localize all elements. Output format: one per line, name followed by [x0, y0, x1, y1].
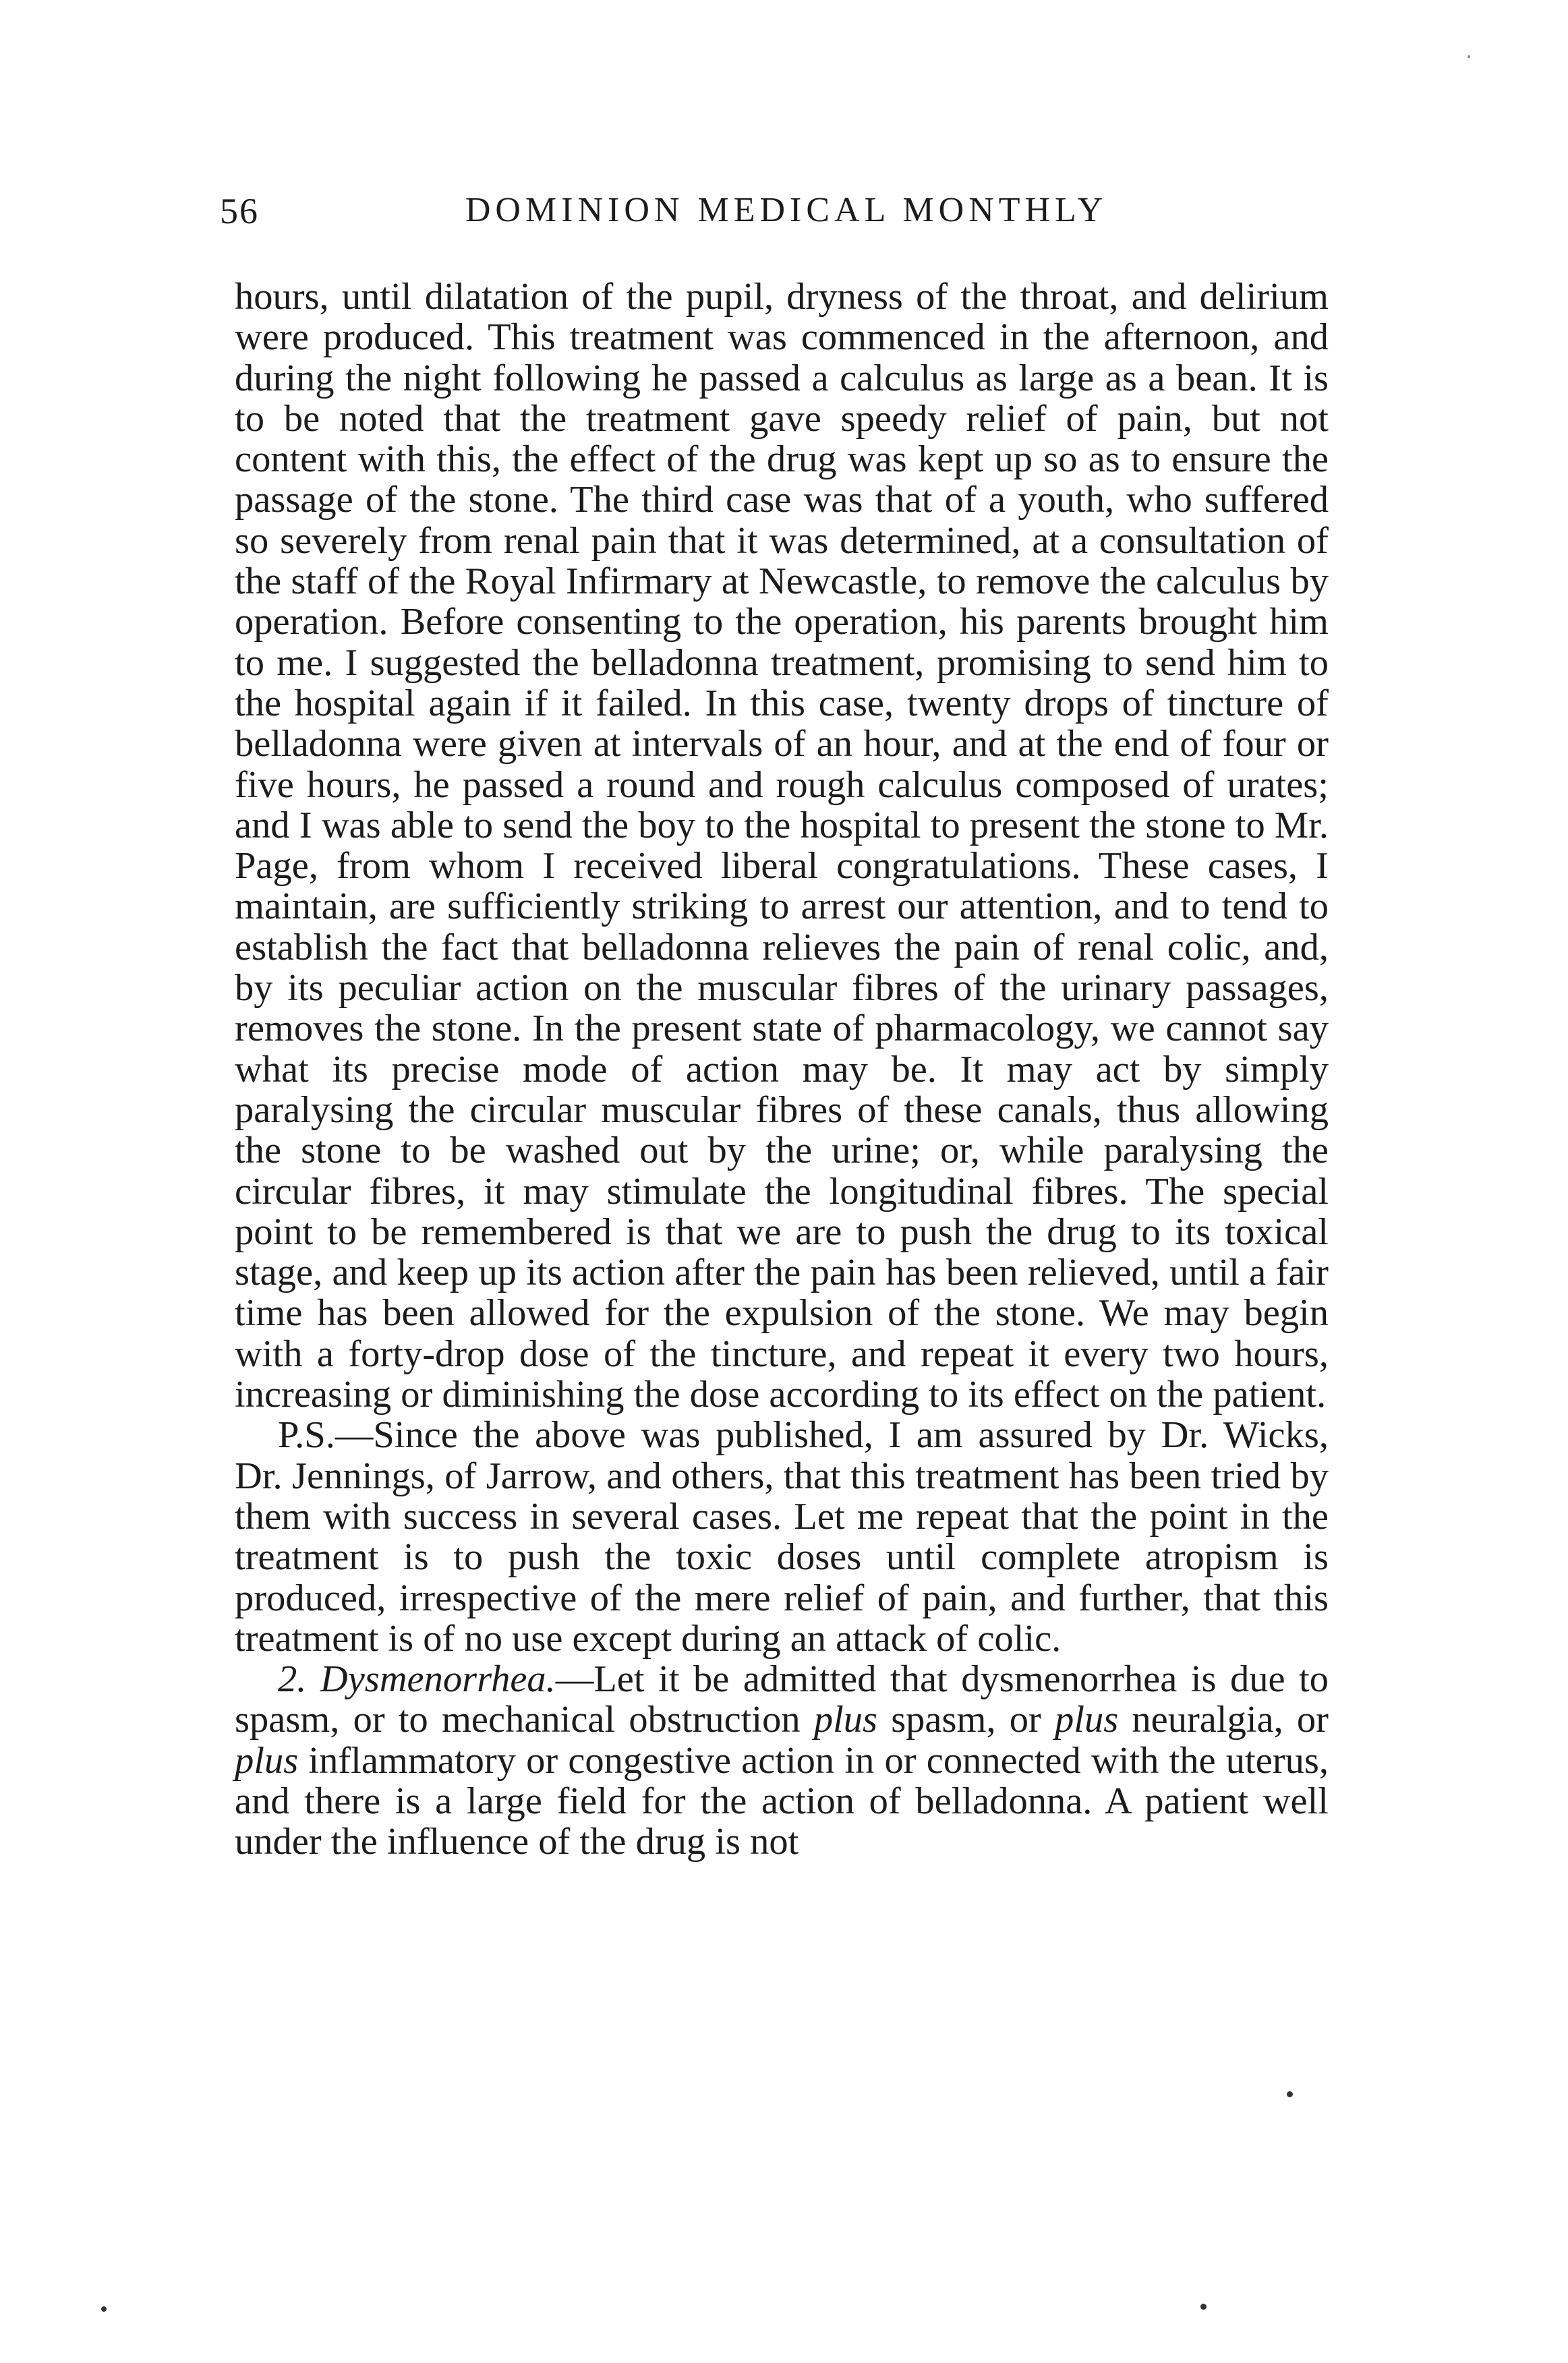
- paper-speck: [1287, 2091, 1293, 2097]
- page-number: 56: [220, 191, 259, 231]
- section-number: 2.: [278, 1658, 307, 1701]
- italic-plus: plus: [813, 1699, 877, 1741]
- section-heading: Dysmenorrhea.: [320, 1658, 556, 1701]
- postscript-paragraph: P.S.—Since the above was published, I am assured by Dr. Wicks, Dr. Jennings, of Jarrow, and others, that this treatment has been tried by them with success in several cases. Let me repeat that the point in the treatment is to push the toxic doses until complete atropism is produced, irrespective of the mere relief of pain, and further, that this treatment is of no use except during an attack of colic.: [235, 1414, 1329, 1660]
- page-header: [220, 190, 1353, 244]
- italic-plus: plus: [1055, 1699, 1119, 1741]
- paragraph-continued: hours, until dilatation of the pupil, dryness of the throat, and delirium were produced. This treatment was commenced in the afternoon, and during the night following he passed a calculus as large as a bean. It is to be noted that the treatment gave speedy relief of pain, but not content with this, the effect of the drug was kept up so as to ensure the passage of the stone. The third case was that of a youth, who suffered so severely from renal pain that it was determined, at a consultation of the staff of the Royal Infirmary at Newcastle, to remove the calculus by operation. Before consenting to the operation, his parents brought him to me. I suggested the belladonna treatment, promising to send him to the hospital again if it failed. In this case, twenty drops of tincture of belladonna were given at intervals of an hour, and at the end of four or five hours, he passed a round and rough calculus composed of urates; and I was able to send the boy to the hospital to present the stone to Mr. Page, from whom I received liberal congratulations. These cases, I maintain, are sufficiently striking to arrest our attention, and to tend to establish the fact that belladonna relieves the pain of renal colic, and, by its peculiar action on the muscular fibres of the urinary passages, removes the stone. In the present state of pharmacology, we cannot say what its precise mode of action may be. It may act by simply paralysing the circular muscular fibres of these canals, thus allowing the stone to be washed out by the urine; or, while paralysing the circular fibres, it may stimulate the longitudinal fibres. The special point to be remembered is that we are to push the drug to its toxical stage, and keep up its action after the pain has been relieved, until a fair time has been allowed for the expulsion of the stone. We may begin with a forty-drop dose of the tincture, and repeat it every two hours, increasing or diminishing the dose according to its effect on the patient.: [235, 276, 1329, 1416]
- italic-plus: plus: [235, 1739, 299, 1782]
- section-dysmenorrhea-paragraph: [235, 1659, 1329, 1862]
- section-text-part: spasm, or: [877, 1699, 1055, 1741]
- body-text: [235, 276, 1329, 1863]
- paper-speck: [1468, 55, 1470, 58]
- section-text-part: —Let it be admitted that dysmenorrhea is due to spasm, or to mechanical obstruction: [235, 1658, 1329, 1741]
- section-text-part: neuralgia, or: [1118, 1699, 1329, 1741]
- section-text-part: inflammatory or congestive action in or connected with the uterus, and there is a large field for the action of belladonna. A patient well under the influence of the drug is not: [235, 1739, 1329, 1863]
- paper-speck: [1200, 2304, 1207, 2310]
- paper-speck: [101, 2306, 107, 2312]
- running-head: DOMINION MEDICAL MONTHLY: [465, 191, 1108, 229]
